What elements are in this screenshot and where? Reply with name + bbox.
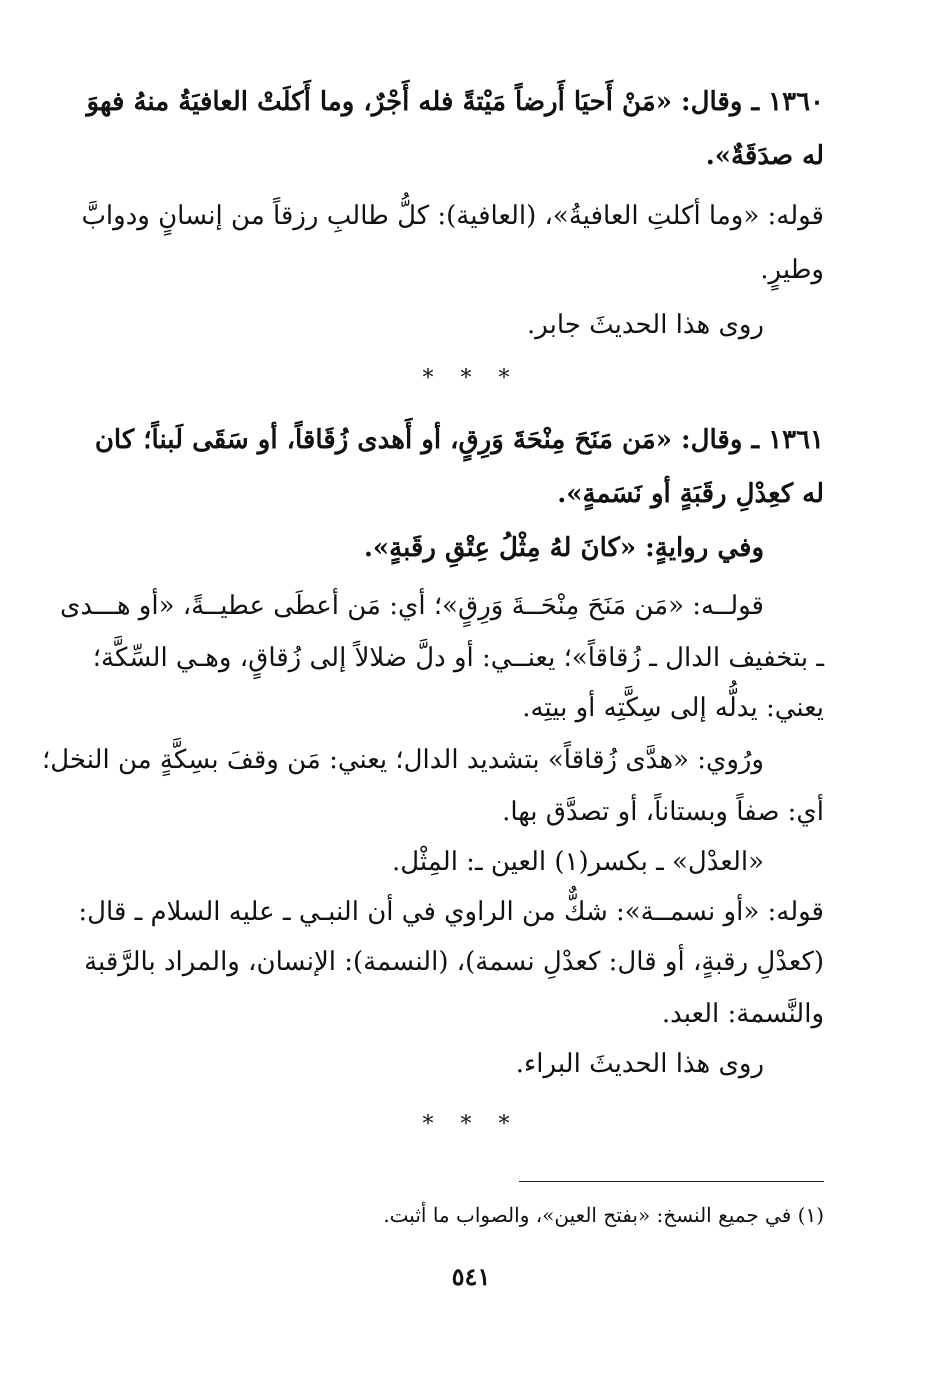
- commentary-1361-line-7: قوله: «أو نسمــة»: شكٌّ من الراوي في أن النبـي ـ عليه السلام ـ قال:: [78, 897, 824, 927]
- commentary-1361-line-4: ورُوي: «هدَّى زُقاقاً» بتشديد الدال؛ يعني: مَن وقفَ بسِكَّةٍ من النخل؛: [41, 745, 764, 775]
- hadith-1361-riwaya: وفي روايةٍ: «كانَ لهُ مِثْلُ عِتْقِ رقَبةٍ».: [363, 533, 764, 563]
- commentary-1360-line-2: وطيرٍ.: [760, 255, 824, 285]
- hadith-1361-line-1: ١٣٦١ ـ وقال: «مَن مَنَحَ مِنْحَةَ وَرِقٍ، أو أَهدى زُقَاقاً، أو سَقَى لَبناً؛ كان: [94, 425, 824, 455]
- hadith-1360-line-1: ١٣٦٠ ـ وقال: «مَنْ أَحيَا أَرضاً مَيْتةً فله أَجْرٌ، وما أَكلَتْ العافيَةُ منهُ فهوَ: [86, 87, 824, 117]
- commentary-1361-line-8: (كعدْلِ رقبةٍ، أو قال: كعدْلِ نسمة)، (النسمة): الإنسان، والمراد بالرَّقبة: [84, 947, 824, 977]
- narrator-1361: روى هذا الحديثَ البراء.: [515, 1049, 764, 1079]
- section-separator-2: * * *: [422, 1112, 520, 1137]
- footnote-1: (١) في جميع النسخ: «بفتح العين»، والصواب ما أثبت.: [383, 1203, 824, 1227]
- section-separator-1: * * *: [422, 366, 520, 391]
- commentary-1361-line-6: «العدْل» ـ بكسر(١) العين ـ: المِثْل.: [391, 847, 764, 877]
- page-number: ٥٤١: [451, 1262, 491, 1291]
- footnote-rule: [519, 1181, 824, 1182]
- commentary-1361-line-5: أي: صفاً وبستاناً، أو تصدَّق بها.: [502, 797, 824, 827]
- commentary-1361-line-9: والنَّسمة: العبد.: [661, 999, 824, 1029]
- hadith-1360-line-2: له صدَقَةٌ».: [705, 141, 824, 171]
- hadith-1361-line-2: له كعِدْلِ رقَبَةٍ أو نَسَمةٍ».: [557, 479, 824, 509]
- commentary-1361-line-1: قولــه: «مَن مَنَحَ مِنْحَــةَ وَرِقٍ»؛ أي: مَن أعطَى عطيــةً، «أو هـــدى: [59, 591, 764, 621]
- commentary-1361-line-3: يعني: يدلُّه إلى سِكَّتِه أو بيتِه.: [522, 693, 824, 723]
- narrator-1360: روى هذا الحديثَ جابر.: [526, 310, 764, 340]
- commentary-1360-line-1: قوله: «وما أكلتِ العافيةُ»، (العافية): كلُّ طالبِ رزقاً من إنسانٍ ودوابَّ: [81, 201, 824, 231]
- commentary-1361-line-2: ـ بتخفيف الدال ـ زُقاقاً»؛ يعنــي: أو دلَّ ضلالاً إلى زُقاقٍ، وهـي السِّكَّة؛: [92, 643, 824, 673]
